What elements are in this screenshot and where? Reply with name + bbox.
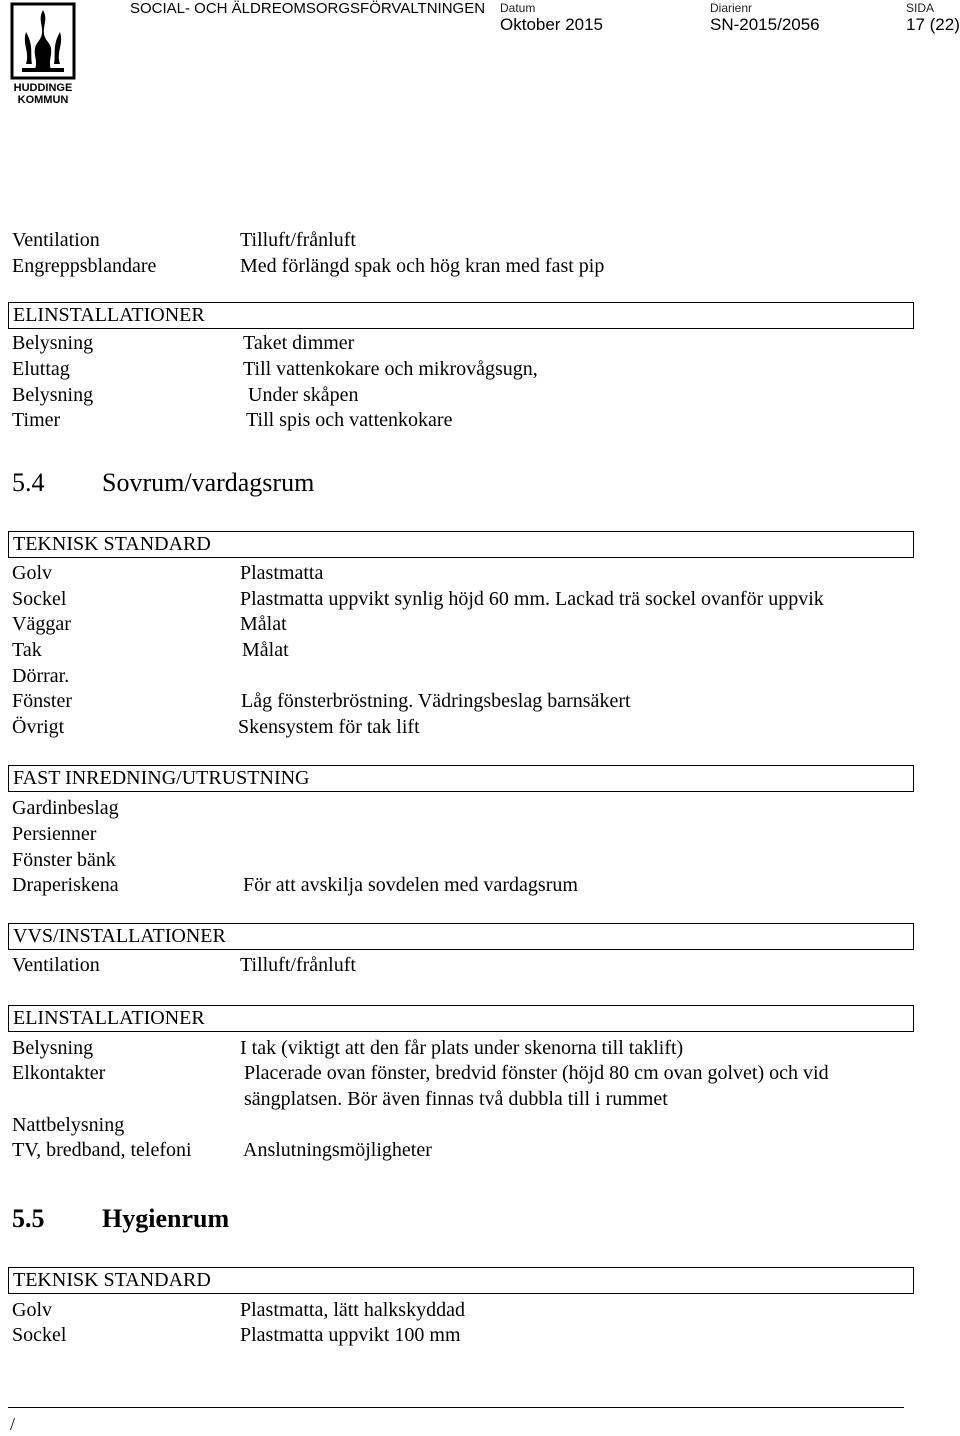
diary-label: Diarienr bbox=[710, 1, 753, 15]
row-value: Med förlängd spak och hög kran med fast pip bbox=[240, 255, 605, 277]
row-value: Låg fönsterbröstning. Vädringsbeslag barnsäkert bbox=[241, 690, 631, 712]
row-key: Fönster bbox=[12, 690, 72, 712]
row-key: Belysning bbox=[12, 1037, 94, 1059]
row-key: Övrigt bbox=[12, 716, 65, 738]
row-value: Plastmatta uppvikt 100 mm bbox=[240, 1324, 461, 1346]
section-title: FAST INREDNING/UTRUSTNING bbox=[13, 767, 310, 789]
section-heading: Sovrum/vardagsrum bbox=[102, 468, 315, 497]
row-key: Belysning bbox=[12, 332, 94, 354]
row-key: Belysning bbox=[12, 384, 94, 406]
row-key: TV, bredband, telefoni bbox=[12, 1139, 192, 1161]
date-label: Datum bbox=[500, 1, 536, 15]
section-header-elinstallationer bbox=[8, 302, 914, 329]
row-key: Sockel bbox=[12, 1324, 67, 1346]
section-header-elinstallationer bbox=[8, 1005, 914, 1032]
section-header-teknisk-standard bbox=[8, 1267, 914, 1294]
row-key: Ventilation bbox=[12, 229, 100, 251]
row-value: Plastmatta, lätt halkskyddad bbox=[240, 1299, 465, 1321]
section-title: VVS/INSTALLATIONER bbox=[13, 925, 226, 947]
org-name: SOCIAL- OCH ÄLDREOMSORGSFÖRVALTNINGEN bbox=[130, 0, 486, 17]
row-value: Målat bbox=[242, 639, 289, 661]
row-key: Fönster bänk bbox=[12, 849, 116, 871]
section-heading: Hygienrum bbox=[102, 1204, 230, 1233]
row-key: Gardinbeslag bbox=[12, 797, 119, 819]
row-key: Elkontakter bbox=[12, 1062, 106, 1084]
row-value: Taket dimmer bbox=[243, 332, 355, 354]
row-value: Placerade ovan fönster, bredvid fönster (höjd 80 cm ovan golvet) och vid bbox=[244, 1062, 829, 1084]
page-number: 17 (22) bbox=[906, 15, 960, 34]
row-value: Målat bbox=[240, 613, 287, 635]
section-number: 5.4 bbox=[12, 468, 45, 497]
row-value: Plastmatta bbox=[240, 562, 324, 584]
coat-of-arms-icon bbox=[8, 2, 78, 82]
row-value: Tilluft/frånluft bbox=[240, 954, 356, 976]
row-value: Till vattenkokare och mikrovågsugn, bbox=[243, 358, 538, 380]
huddinge-logo bbox=[8, 2, 78, 106]
row-key: Sockel bbox=[12, 588, 67, 610]
row-key: Väggar bbox=[12, 613, 71, 635]
row-key: Golv bbox=[12, 1299, 52, 1321]
row-key: Ventilation bbox=[12, 954, 100, 976]
section-title: TEKNISK STANDARD bbox=[13, 533, 211, 555]
row-value: sängplatsen. Bör även finnas två dubbla till i rummet bbox=[244, 1088, 668, 1110]
footer-mark: / bbox=[10, 1414, 16, 1434]
section-title: ELINSTALLATIONER bbox=[13, 304, 205, 326]
row-value: Skensystem för tak lift bbox=[238, 716, 420, 738]
row-key: Engreppsblandare bbox=[12, 255, 157, 277]
section-header-fast-inredning bbox=[8, 765, 914, 792]
footer-divider bbox=[8, 1407, 904, 1408]
row-value: Anslutningsmöjligheter bbox=[243, 1139, 432, 1161]
page-label: SIDA bbox=[906, 1, 935, 15]
row-value: Tilluft/frånluft bbox=[240, 229, 356, 251]
row-key: Dörrar. bbox=[12, 665, 70, 687]
row-key: Timer bbox=[12, 409, 61, 431]
row-value: Till spis och vattenkokare bbox=[246, 409, 453, 431]
row-key: Tak bbox=[12, 639, 42, 661]
section-title: TEKNISK STANDARD bbox=[13, 1269, 211, 1291]
section-header-teknisk-standard bbox=[8, 531, 914, 558]
row-value: Plastmatta uppvikt synlig höjd 60 mm. Lackad trä sockel ovanför uppvik bbox=[240, 588, 824, 610]
section-header-vvs bbox=[8, 923, 914, 950]
diary-value: SN-2015/2056 bbox=[710, 15, 820, 34]
logo-text-line1: HUDDINGE bbox=[13, 82, 73, 94]
section-number: 5.5 bbox=[12, 1204, 45, 1233]
row-key: Draperiskena bbox=[12, 874, 119, 896]
row-key: Golv bbox=[12, 562, 52, 584]
row-key: Eluttag bbox=[12, 358, 70, 380]
row-value: I tak (viktigt att den får plats under skenorna till taklift) bbox=[240, 1037, 684, 1059]
row-value: Under skåpen bbox=[248, 384, 359, 406]
date-value: Oktober 2015 bbox=[500, 15, 604, 34]
logo-text-line2: KOMMUN bbox=[17, 94, 69, 106]
row-key: Persienner bbox=[12, 823, 97, 845]
row-value: För att avskilja sovdelen med vardagsrum bbox=[243, 874, 578, 896]
section-title: ELINSTALLATIONER bbox=[13, 1007, 205, 1029]
row-key: Nattbelysning bbox=[12, 1114, 125, 1136]
